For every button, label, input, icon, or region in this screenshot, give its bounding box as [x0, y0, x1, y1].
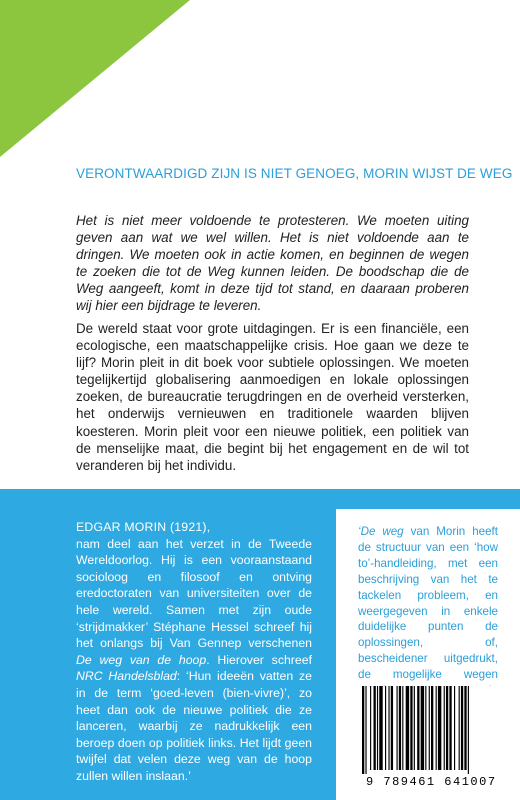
quote-text: van Morin heeft de structuur van een ‘how to’-handleiding, met een beschrijving van het te tackelen probleem, en weergegeven in enkele duidelijke punten de oplossingen, of, bescheidener uitgedrukt, de mogelijke wegen [358, 525, 498, 682]
barcode-bar [446, 686, 448, 770]
barcode-bar [388, 686, 389, 770]
barcode-bar [431, 686, 433, 770]
bio-text-1: nam deel aan het verzet in de Tweede Wereldoorlog. Hij is een vooraanstaand socioloog en filosoof en ontving eredoctoraten van universiteiten over de hele wereld. Samen met zijn oude ‘strijdmakker’ Stéphane Hessel schreef hij het onlangs bij Van Gennep verschenen [76, 536, 312, 651]
barcode-bar [425, 686, 426, 770]
barcode-bar [459, 686, 460, 770]
barcode-bar [362, 686, 364, 774]
barcode-bar [468, 686, 469, 774]
author-name: EDGAR MORIN (1921), [76, 520, 211, 534]
quote-title: ‘De weg [358, 525, 404, 538]
barcode-bar [438, 686, 441, 770]
barcode-bar [406, 686, 409, 770]
barcode-bar [377, 686, 378, 770]
barcode-bar [421, 686, 424, 770]
barcode-bar [410, 686, 412, 770]
barcode-bar [379, 686, 382, 770]
bio-text-3: : ‘Hun ideeën vatten ze in de term ‘goed-leven (bien-vivre)’, zo heet dan ook de nieuwe politiek die ze lanceren, waarbij ze nadrukkelijk een beroep doen op politiek links. Het lijdt geen twijfel dat velen deze weg van de hoop zullen willen inslaan.’ [76, 669, 312, 783]
barcode-bar [391, 686, 393, 770]
bio-text-2: . Hierover schreef [206, 652, 312, 667]
barcode-bar [402, 686, 403, 770]
body-paragraph: De wereld staat voor grote uitdagingen. Er is een financiële, een ecologische, een maatschappelijke crisis. Hoe gaan we deze te lijf? Morin pleit in dit boek voor subtiele oplossingen. We moeten tegelijkertijd globalisering aanmoedigen en lokale oplossingen zoeken, de bureaucratie terugdringen en de overheid versterken, het onderwijs vernieuwen en traditionele waarden blijven koesteren. Morin pleit voor een nieuwe politiek, een politiek van de menselijke maat, die begint bij het engagement en de wil tot veranderen bij het individu. [76, 321, 469, 473]
barcode-bar [461, 686, 463, 770]
isbn-number: 9 789461 641007 [366, 775, 497, 789]
barcode-bar [365, 686, 366, 774]
barcode-bar [374, 686, 376, 770]
barcode-bar [444, 686, 445, 770]
barcode-bar [385, 686, 386, 770]
barcode-bar [454, 686, 455, 770]
barcode-bar [370, 686, 371, 770]
barcode-bar [449, 686, 451, 770]
intro-paragraph: Het is niet meer voldoende te protesteren. We moeten uiting geven aan wat we wel willen. Het is niet voldoende aan te dringen. We moeten ook in actie komen, en beginnen de wegen te zoeken die tot de Weg kunnen leiden. De boodschap die de Weg aangeeft, komt in deze tijd tot stand, en daaraan proberen wij hier een bijdrage te leveren. [76, 213, 469, 313]
barcode [358, 686, 506, 774]
barcode-bar [397, 686, 398, 770]
green-corner-triangle [0, 0, 190, 157]
barcode-bar [464, 686, 466, 770]
barcode-bar [399, 686, 401, 770]
bio-newspaper: NRC Handelsblad [76, 669, 177, 684]
barcode-bar [429, 686, 430, 770]
barcode-bar [417, 686, 419, 770]
author-bio [76, 519, 312, 785]
bio-book-title: De weg van de hoop [76, 652, 207, 667]
barcode-bars [358, 686, 506, 774]
headline: VERONTWAARDIGD ZIJN IS NIET GENOEG, MORIN WIJST DE WEG [76, 166, 513, 181]
barcode-bar [436, 686, 437, 770]
barcode-bar [414, 686, 415, 770]
